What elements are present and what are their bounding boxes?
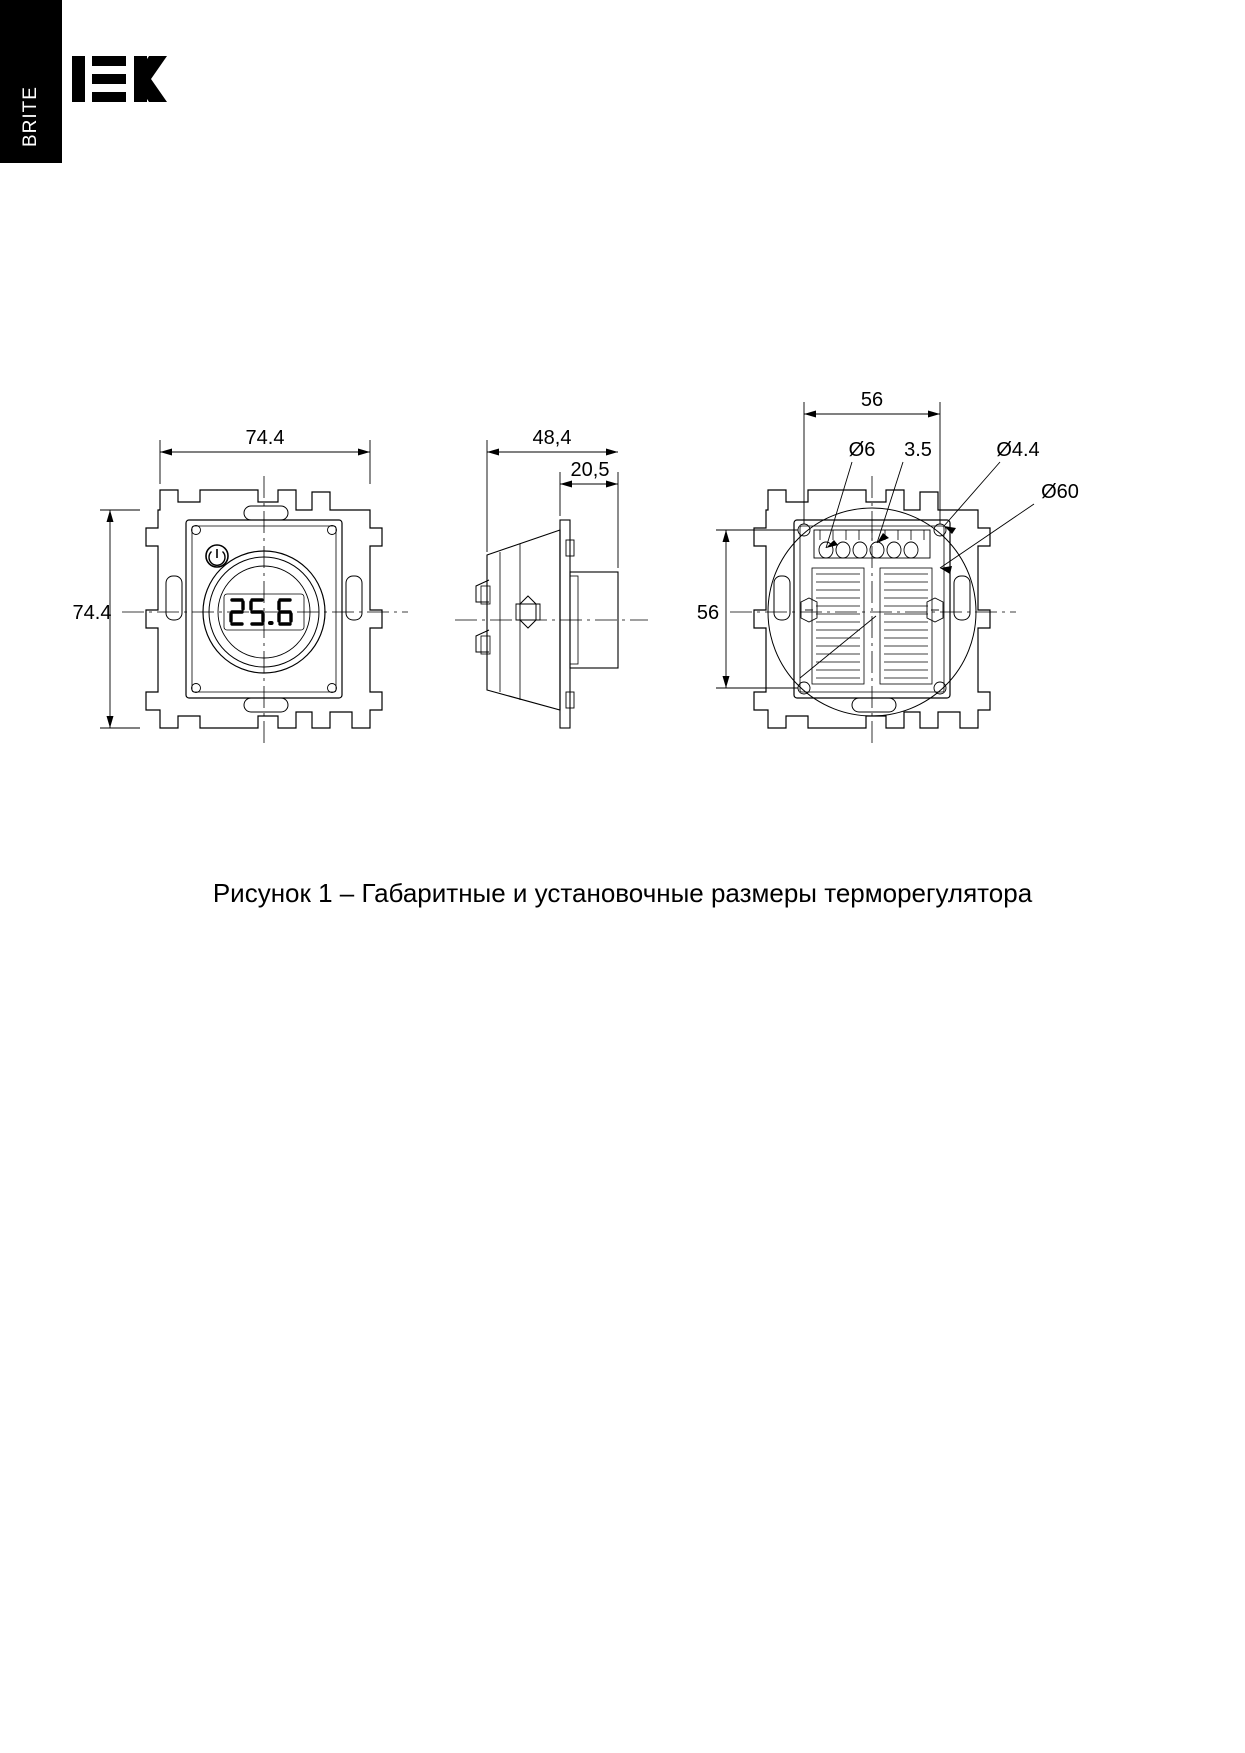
brand-series-label: BRITE <box>20 86 41 147</box>
leader-3-5-label: 3.5 <box>904 439 932 461</box>
brand-series-tab <box>0 0 62 163</box>
leader-d60-label: Ø60 <box>1041 481 1079 503</box>
dim-back-height-label: 56 <box>696 602 720 624</box>
leader-d6 <box>826 462 852 548</box>
dim-back-width-label: 56 <box>860 389 884 411</box>
dim-side-depth-total-label: 48,4 <box>532 427 572 449</box>
dim-side-depth-front-label: 20,5 <box>570 459 610 481</box>
leader-d6-label: Ø6 <box>848 439 876 461</box>
leader-d4-4 <box>944 462 1000 534</box>
leader-d4-4-label: Ø4.4 <box>996 439 1040 461</box>
power-icon <box>206 545 228 567</box>
dim-front-height-label: 74.4 <box>72 602 112 624</box>
dim-front-width-label: 74.4 <box>245 427 285 449</box>
side-view <box>476 520 618 728</box>
technical-drawing <box>0 380 1245 810</box>
iek-logo <box>72 48 192 110</box>
figure-caption: Рисунок 1 – Габаритные и установочные размеры терморегулятора <box>212 878 1033 908</box>
